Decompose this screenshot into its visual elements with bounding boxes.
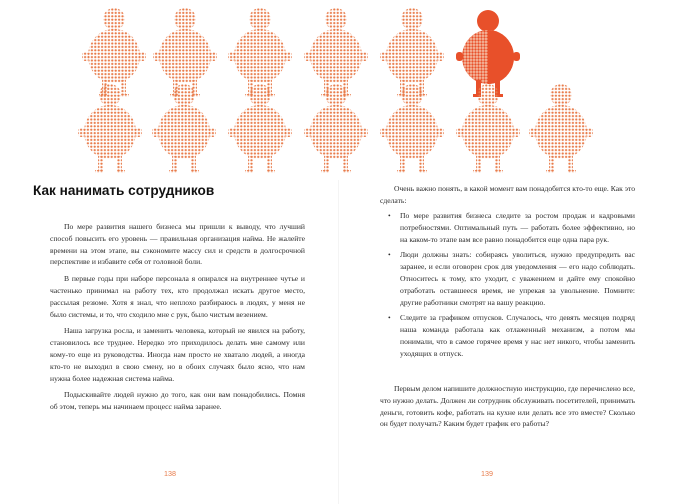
person-figure bbox=[228, 84, 292, 173]
right-page-outro bbox=[380, 383, 635, 435]
person-figure bbox=[153, 8, 217, 97]
list-item: • По мере развития бизнеса следите за ростом продаж и кадровыми потребностями. Оптимальный путь — работать более эффективно, но на каком-то этапе вам все равно понадобится еще одна пара рук. bbox=[380, 210, 635, 245]
right-page-intro bbox=[380, 183, 635, 212]
right-page bbox=[339, 180, 679, 504]
highlighted-person-figure bbox=[456, 10, 520, 97]
paragraph: Первым делом напишите должностную инструкцию, где перечислено все, что нужно делать. Должен ли сотрудник обслуживать посетителей, принимать деньги, готовить кофе, работать на кухне или делать все это вместе? Сколько он будет получать? Каким будет график его работы? bbox=[380, 384, 635, 429]
paragraph: По мере развития нашего бизнеса мы пришли к выводу, что лучший способ повысить его уровень — правильная организация найма. Не жалейте времени на этом этапе, вы сэкономите массу сил и средств в долгосрочной перспективе и избавите себя от головной боли. bbox=[50, 222, 305, 267]
person-figure bbox=[380, 8, 444, 97]
person-figure bbox=[456, 84, 520, 173]
page-number: 138 bbox=[164, 469, 176, 478]
paragraph: Подыскивайте людей нужно до того, как они вам понадобились. Помня об этом, теперь мы начинаем процесс найма заранее. bbox=[50, 390, 305, 412]
person-figure bbox=[78, 84, 142, 173]
paragraph: В первые годы при наборе персонала я опирался на внутреннее чутье и частенько принимал на работу тех, кто продолжал искать другое место, рассылая резюме. Хотя я знал, что неплохо разбираюсь в людях, у меня не было системы, и то, что сходило мне с рук, было чистым везением. bbox=[50, 274, 305, 319]
person-figure bbox=[152, 84, 216, 173]
left-page bbox=[0, 180, 339, 504]
chapter-heading: Как нанимать сотрудников bbox=[33, 183, 215, 198]
person-figure bbox=[304, 84, 368, 173]
person-figure bbox=[529, 84, 593, 173]
bullet-list bbox=[380, 210, 635, 364]
paragraph: Очень важно понять, в какой момент вам понадобится кто-то еще. Как это сделать: bbox=[380, 184, 635, 205]
list-item: • Люди должны знать: собираясь уволиться, нужно предупредить вас заранее, и если оговорен срок для уведомления — его надо соблюдать. Относитесь к тому, кто уходит, с уважением и дайте ему спокойно отработать оставшееся время, не упрекая за увольнение. Помните: другие работники смотрят на вашу реакцию. bbox=[380, 249, 635, 308]
person-figure bbox=[82, 8, 146, 97]
person-figure bbox=[228, 8, 292, 97]
person-figure bbox=[304, 8, 368, 97]
page-number: 139 bbox=[481, 469, 493, 478]
figures-bottom-row bbox=[78, 84, 593, 173]
list-item: • Следите за графиком отпусков. Случалось, что девять месяцев подряд наша команда работала как отлаженный механизм, а потом мы понимали, что в самое горячее время у нас нет никого, чтобы заменить уходящих в отпуск. bbox=[380, 312, 635, 359]
left-page-body bbox=[50, 221, 305, 418]
figures-top-row bbox=[82, 8, 444, 97]
person-figure bbox=[380, 84, 444, 173]
people-figures-illustration bbox=[0, 0, 679, 180]
paragraph: Наша загрузка росла, и заменить человека, который не явился на работу, становилось все труднее. Нередко это приходилось делать мне самому или кому-то еще из руководства. Иногда нам просто не хватало людей, а иногда кто-то не выходил в свою смену, но в обоих случаях было ясно, что нам нужна более надежная система найма. bbox=[50, 326, 305, 383]
